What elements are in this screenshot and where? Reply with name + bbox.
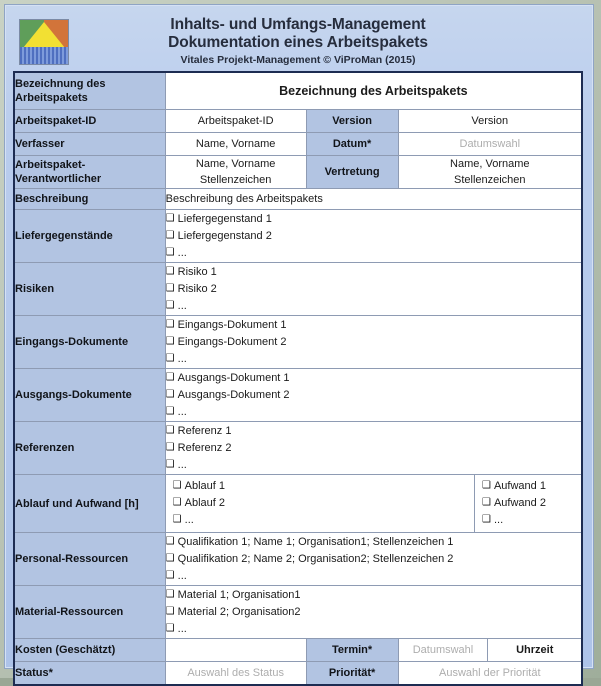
list-item[interactable] <box>482 478 574 495</box>
status-select[interactable]: Auswahl des Status <box>165 662 306 686</box>
cell-ablauf-aufwand <box>165 475 582 533</box>
list-item-label: Referenz 2 <box>177 441 232 454</box>
checkbox-icon[interactable]: ❑ <box>165 212 175 224</box>
list-item-label: ... <box>177 299 187 312</box>
label-verantwortlicher <box>14 156 165 189</box>
checkbox-icon[interactable]: ❑ <box>165 335 175 347</box>
list-item-label: Risiko 2 <box>177 282 217 295</box>
datum-picker[interactable]: Datumswahl <box>398 133 582 156</box>
list-item-label: Qualifikation 1; Name 1; Organisation1; Stellenzeichen 1 <box>177 535 454 548</box>
list-item[interactable] <box>166 587 581 604</box>
value-arbeitspaket-id[interactable]: Arbeitspaket-ID <box>165 110 306 133</box>
list-item-label: Risiko 1 <box>177 265 217 278</box>
label-bezeichnung: Bezeichnung des Arbeitspakets <box>14 72 165 110</box>
table-row-verantwortlicher <box>14 156 582 189</box>
list-item[interactable] <box>166 370 581 387</box>
list-eingangsdokumente[interactable] <box>165 316 582 369</box>
table-row-verfasser <box>14 133 582 156</box>
checkbox-icon[interactable]: ❑ <box>172 514 182 525</box>
label-vertretung: Vertretung <box>306 156 398 189</box>
work-package-table <box>13 71 583 686</box>
checkbox-icon[interactable]: ❑ <box>165 229 175 241</box>
list-item[interactable] <box>166 351 581 368</box>
checkbox-icon[interactable]: ❑ <box>165 441 175 453</box>
label-arbeitspaket-id: Arbeitspaket-ID <box>14 110 165 133</box>
list-item[interactable] <box>166 568 581 585</box>
label-verantwortlicher-text: Arbeitspaket-Verantwortlicher <box>15 159 102 185</box>
table-row-material-ressourcen <box>14 586 582 639</box>
checkbox-icon[interactable]: ❑ <box>165 282 175 294</box>
ablauf-aufwand-split <box>166 475 581 532</box>
list-item-label: Ausgangs-Dokument 1 <box>177 371 290 384</box>
list-item-label: Referenz 1 <box>177 424 232 437</box>
list-item-label: Ablauf 1 <box>184 480 226 492</box>
list-item[interactable] <box>166 264 581 281</box>
list-risiken[interactable] <box>165 263 582 316</box>
list-item[interactable] <box>166 334 581 351</box>
label-risiken: Risiken <box>14 263 165 316</box>
list-referenzen[interactable] <box>165 422 582 475</box>
checkbox-icon[interactable]: ❑ <box>165 569 175 581</box>
termin-uhrzeit[interactable]: Uhrzeit <box>488 639 582 662</box>
list-item-label: ... <box>177 246 187 259</box>
list-ausgangsdokumente[interactable] <box>165 369 582 422</box>
list-item-label: Aufwand 1 <box>493 480 546 492</box>
value-kosten[interactable] <box>165 639 306 662</box>
table-row-beschreibung <box>14 189 582 210</box>
value-verfasser[interactable]: Name, Vorname <box>165 133 306 156</box>
prioritaet-select[interactable]: Auswahl der Priorität <box>398 662 582 686</box>
list-item-label: ... <box>177 458 187 471</box>
table-row-id <box>14 110 582 133</box>
checkbox-icon[interactable]: ❑ <box>165 299 175 311</box>
table-row-liefergegenstaende <box>14 210 582 263</box>
list-item-label: Material 2; Organisation2 <box>177 605 301 618</box>
verantwortlicher-name: Name, Vorname <box>195 158 276 170</box>
termin-datum-picker[interactable]: Datumswahl <box>398 639 488 662</box>
checkbox-icon[interactable]: ❑ <box>165 246 175 258</box>
list-item-label: Liefergegenstand 1 <box>177 212 272 225</box>
document-panel <box>4 4 594 679</box>
checkbox-icon[interactable]: ❑ <box>165 424 175 436</box>
title-block <box>13 16 583 68</box>
label-personal-ressourcen: Personal-Ressourcen <box>14 533 165 586</box>
label-kosten: Kosten (Geschätzt) <box>14 639 165 662</box>
label-verfasser: Verfasser <box>14 133 165 156</box>
checkbox-icon[interactable]: ❑ <box>482 480 491 491</box>
label-datum: Datum* <box>306 133 398 156</box>
checkbox-icon[interactable]: ❑ <box>482 514 491 525</box>
table-row-title <box>14 72 582 110</box>
list-item-label: ... <box>493 514 504 526</box>
checkbox-icon[interactable]: ❑ <box>482 497 491 508</box>
label-version: Version <box>306 110 398 133</box>
checkbox-icon[interactable]: ❑ <box>165 318 175 330</box>
list-item[interactable] <box>166 387 581 404</box>
checkbox-icon[interactable]: ❑ <box>165 622 175 634</box>
label-prioritaet: Priorität* <box>306 662 398 686</box>
checkbox-icon[interactable]: ❑ <box>165 605 175 617</box>
list-item[interactable] <box>166 317 581 334</box>
value-vertretung[interactable] <box>398 156 582 189</box>
list-aufwand[interactable] <box>474 475 581 532</box>
list-item-label: ... <box>177 352 187 365</box>
label-status: Status* <box>14 662 165 686</box>
label-termin: Termin* <box>306 639 398 662</box>
checkbox-icon[interactable]: ❑ <box>165 458 175 470</box>
label-ablauf-aufwand: Ablauf und Aufwand [h] <box>14 475 165 533</box>
label-liefergegenstaende: Liefergegenstände <box>14 210 165 263</box>
list-item-label: Ablauf 2 <box>184 497 226 509</box>
checkbox-icon[interactable]: ❑ <box>165 371 175 383</box>
list-item-label: Material 1; Organisation1 <box>177 588 301 601</box>
checkbox-icon[interactable]: ❑ <box>165 552 175 564</box>
table-row-eingangsdokumente <box>14 316 582 369</box>
checkbox-icon[interactable]: ❑ <box>165 352 175 364</box>
value-beschreibung[interactable]: Beschreibung des Arbeitspakets <box>165 189 582 210</box>
list-item[interactable] <box>166 245 581 262</box>
list-item[interactable] <box>166 551 581 568</box>
page-title-line1: Inhalts- und Umfangs-Management <box>170 16 426 33</box>
list-item-label: ... <box>177 405 187 418</box>
checkbox-icon[interactable]: ❑ <box>165 405 175 417</box>
checkbox-icon[interactable]: ❑ <box>165 588 175 600</box>
list-item-label: Ausgangs-Dokument 2 <box>177 388 290 401</box>
value-version[interactable]: Version <box>398 110 582 133</box>
vertretung-name: Name, Vorname <box>450 158 530 170</box>
list-ablauf[interactable] <box>166 475 474 532</box>
list-item[interactable] <box>166 604 581 621</box>
list-item[interactable] <box>482 512 574 529</box>
checkbox-icon[interactable]: ❑ <box>165 265 175 277</box>
list-item[interactable] <box>166 228 581 245</box>
list-item[interactable] <box>482 495 574 512</box>
list-item[interactable] <box>166 211 581 228</box>
value-verantwortlicher[interactable] <box>165 156 306 189</box>
table-row-referenzen <box>14 422 582 475</box>
table-row-ausgangsdokumente <box>14 369 582 422</box>
document-header <box>13 13 583 71</box>
table-row-status <box>14 662 582 686</box>
verantwortlicher-stellenzeichen: Stellenzeichen <box>199 174 272 186</box>
list-item-label: Liefergegenstand 2 <box>177 229 272 242</box>
list-item[interactable] <box>173 495 467 512</box>
list-item[interactable] <box>166 423 581 440</box>
list-item[interactable] <box>166 621 581 638</box>
checkbox-icon[interactable]: ❑ <box>165 535 175 547</box>
list-item[interactable] <box>166 457 581 474</box>
list-item[interactable] <box>166 440 581 457</box>
list-item-label: ... <box>177 569 187 582</box>
list-personal-ressourcen[interactable] <box>165 533 582 586</box>
label-ausgangsdokumente: Ausgangs-Dokumente <box>14 369 165 422</box>
value-bezeichnung[interactable]: Bezeichnung des Arbeitspakets <box>165 72 582 110</box>
label-eingangsdokumente: Eingangs-Dokumente <box>14 316 165 369</box>
list-item-label: ... <box>184 514 194 526</box>
list-item[interactable] <box>166 404 581 421</box>
list-liefergegenstaende[interactable] <box>165 210 582 263</box>
table-row-personal-ressourcen <box>14 533 582 586</box>
checkbox-icon[interactable]: ❑ <box>165 388 175 400</box>
checkbox-icon[interactable]: ❑ <box>172 497 182 508</box>
table-row-risiken <box>14 263 582 316</box>
list-item[interactable] <box>173 478 467 495</box>
page-title-line2: Dokumentation eines Arbeitspakets <box>168 34 428 51</box>
list-material-ressourcen[interactable] <box>165 586 582 639</box>
label-material-ressourcen: Material-Ressourcen <box>14 586 165 639</box>
label-beschreibung: Beschreibung <box>14 189 165 210</box>
list-item-label: Qualifikation 2; Name 2; Organisation2; Stellenzeichen 2 <box>177 552 454 565</box>
list-item-label: Aufwand 2 <box>493 497 546 509</box>
label-referenzen: Referenzen <box>14 422 165 475</box>
vertretung-stellenzeichen: Stellenzeichen <box>453 174 526 186</box>
list-item[interactable] <box>166 281 581 298</box>
list-item[interactable] <box>166 298 581 315</box>
list-item-label: Eingangs-Dokument 1 <box>177 318 287 331</box>
table-row-kosten <box>14 639 582 662</box>
checkbox-icon[interactable]: ❑ <box>172 480 182 491</box>
table-row-ablauf-aufwand <box>14 475 582 533</box>
list-item[interactable] <box>166 534 581 551</box>
list-item-label: ... <box>177 622 187 635</box>
list-item-label: Eingangs-Dokument 2 <box>177 335 287 348</box>
page-subtitle: Vitales Projekt-Management © ViProMan (2015) <box>180 54 416 66</box>
list-item[interactable] <box>173 512 467 529</box>
